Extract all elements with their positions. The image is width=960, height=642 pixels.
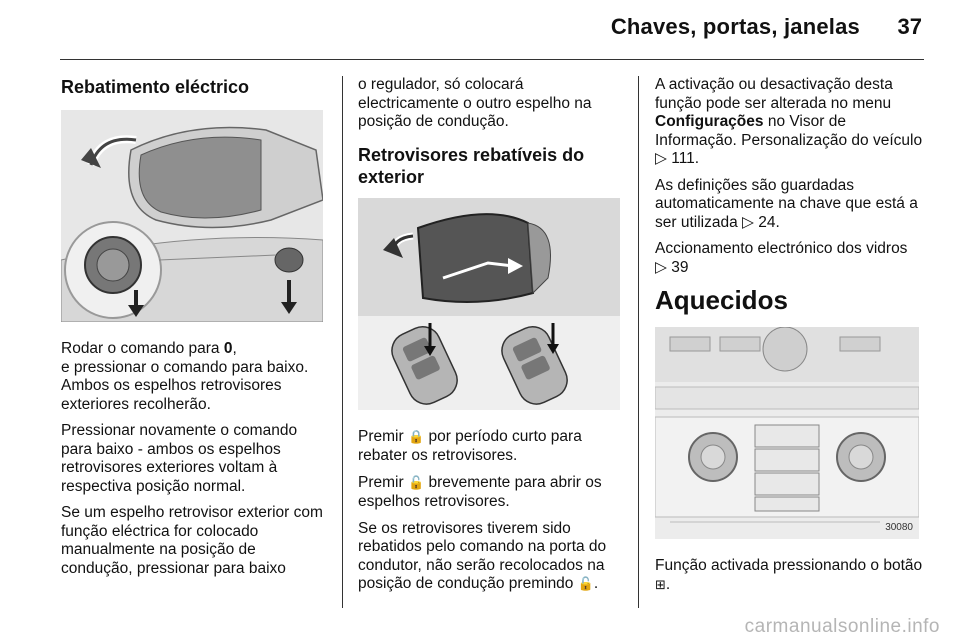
lock-icon: 🔒 [407,429,425,445]
paragraph-settings-saved: As definições são guardadas automaticamente na chave que está a ser utilizada ▷ 24. [655,176,918,231]
unlock-icon: 🔓 [407,475,425,491]
column-3 [655,76,923,603]
page-reference[interactable]: ▷ 24. [742,213,780,231]
paragraph-continued: o regulador, só colocará electricamente o outro espelho na posição de condução. [358,76,592,130]
section-heading-heated: Aquecidos [655,285,788,315]
paragraph-manual-position: Se um espelho retrovisor exterior com função eléctrica for colocado manualmente na posição de condução, pressionar para baixo [61,504,323,577]
key-fob-mirror-illustration [358,198,620,410]
page-reference[interactable]: ▷ 111. [655,150,700,167]
climate-control-illustration [655,327,919,539]
page-reference[interactable]: ▷ 39 [655,258,689,276]
mirror-control-illustration [61,110,323,322]
heated-mirror-icon: ⊞ [655,577,666,593]
paragraph-function-activated: Função activada pressionando o botão ⊞. [655,557,923,593]
paragraph-activation-settings: A activação ou desactivação desta função pode ser alterada no menu Configurações no Visor de Informação. Personalização do veículo ▷ 111. [655,76,923,167]
paragraph-electric-windows: Accionamento electrónico dos vidros ▷ 39 [655,240,908,276]
paragraph-rotate-control: Rodar o comando para 0, e pressionar o comando para baixo. Ambos os espelhos retrovisores exteriores recolherão. [61,340,309,413]
paragraph-driver-door: Se os retrovisores tiverem sido rebatidos pelo comando na porta do condutor, não serão recolocados na posição de condução premindo 🔓. [358,519,607,592]
paragraph-press-again: Pressionar novamente o comando para baixo - ambos os espelhos retrovisores exteriores voltam à respectiva posição normal. [61,422,298,495]
paragraph-press-unlock: Premir 🔓 brevemente para abrir os espelhos retrovisores. [358,473,602,510]
section-heading-electric-folding: Rebatimento eléctrico [61,77,250,97]
header-rule [60,59,924,60]
column-divider-1 [342,76,343,608]
header-title: Chaves, portas, janelas [610,14,860,39]
column-1 [61,76,327,586]
footer-watermark: carmanualsonline.info [744,616,940,637]
section-heading-folding-mirrors: Retrovisores rebatíveis do exterior [358,144,585,187]
paragraph-press-lock: Premir 🔒 por período curto para rebater os retrovisores. [358,427,582,464]
page-number: 37 [897,14,922,39]
unlock-icon: 🔓 [577,577,594,592]
column-divider-2 [638,76,639,608]
image-code: 30080 [885,521,913,533]
column-2 [358,76,624,603]
